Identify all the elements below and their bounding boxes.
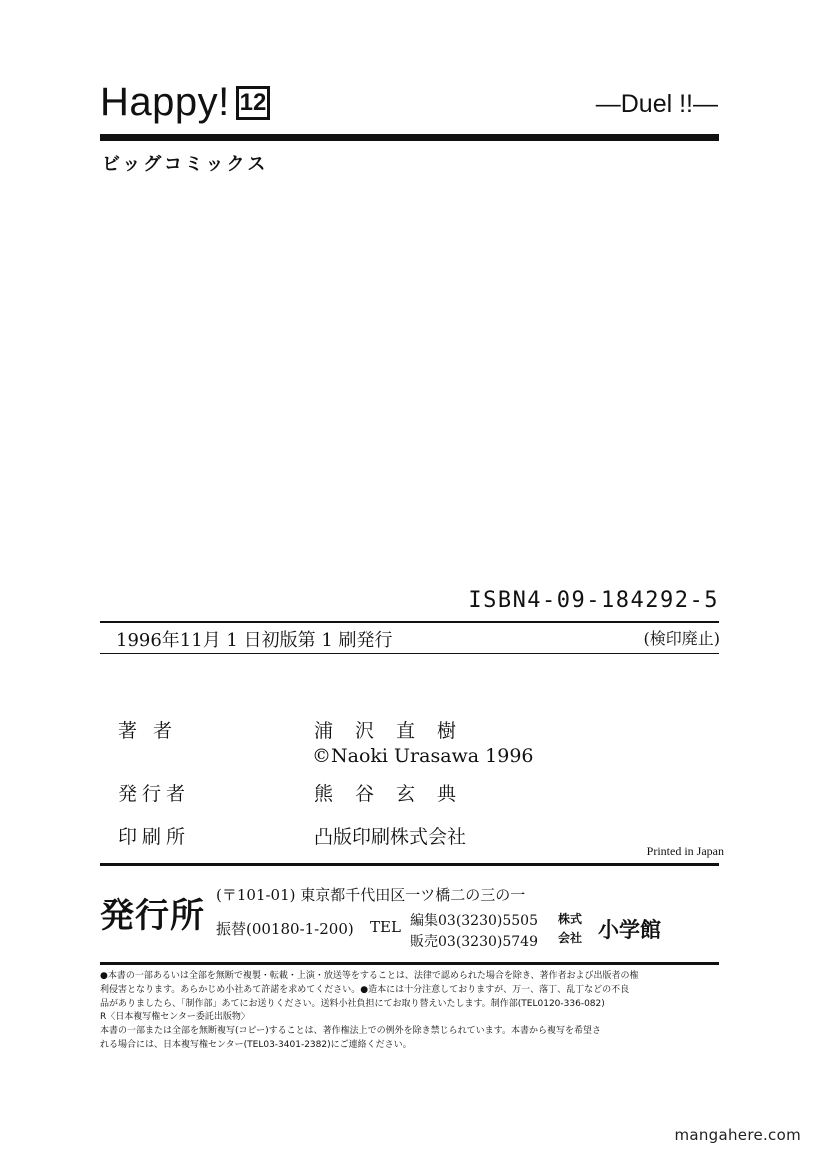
date-rule (100, 653, 719, 654)
stamp-note: (検印廃止) (643, 629, 720, 648)
publication-date: 1996年11月 1 日初版第 1 刷発行 (116, 630, 393, 651)
notice-rule (100, 962, 719, 965)
company-type-top: 株式 (558, 912, 583, 926)
series-name: ビッグコミックス (102, 154, 269, 175)
tel-label: TEL (370, 918, 401, 936)
imprint-top-rule (100, 863, 719, 866)
copyright-line: ©Naoki Urasawa 1996 (312, 745, 534, 767)
printer-label: 印刷所 (118, 826, 191, 848)
company-name: 小学館 (598, 918, 661, 942)
title-rule (100, 134, 719, 141)
company-type-bottom: 会社 (558, 931, 583, 945)
watermark: mangahere.com (674, 1126, 801, 1144)
transfer-account: 振替(00180-1-200) (216, 920, 354, 938)
notice-line: れる場合には、日本複写権センター(TEL03-3401-2382)にご連絡ください。 (100, 1039, 412, 1050)
sales-phone: 販売03(3230)5749 (410, 934, 538, 950)
printer-name: 凸版印刷株式会社 (314, 826, 467, 848)
isbn-rule (100, 621, 719, 623)
publisher-name: 熊谷玄典 (314, 783, 479, 805)
printed-in-note: Printed in Japan (646, 844, 724, 858)
author-label: 著者 (118, 720, 189, 742)
imprint-address: (〒101-01) 東京都千代田区一ツ橋二の三の一 (216, 886, 526, 904)
notice-line: R〈日本複写権センター委託出版物〉 (100, 1012, 250, 1023)
notice-line: 品がありましたら、「制作部」あてにお送りください。送料小社負担にてお取り替えいたします。制作部(TEL0120-336-082) (100, 998, 605, 1009)
editorial-phone: 編集03(3230)5505 (410, 913, 538, 929)
legal-notice (100, 970, 720, 1053)
notice-line: ●本書の一部あるいは全部を無断で複製・転載・上演・放送等をすることは、法律で認められた場合を除き、著作者および出版者の権 (100, 971, 639, 981)
publisher-label: 発行者 (118, 783, 191, 805)
notice-line: 利侵害となります。あらかじめ小社あて許諾を求めてください。●造本には十分注意しておりますが、万一、落丁、乱丁などの不良 (100, 984, 630, 995)
author-name: 浦沢直樹 (314, 720, 479, 742)
isbn: ISBN4-09-184292-5 (468, 588, 719, 613)
volume-number: 12 (236, 86, 270, 120)
imprint-label: 発行所 (100, 896, 205, 936)
book-subtitle: —Duel !!— (595, 90, 718, 118)
notice-line: 本書の一部または全部を無断複写(コピー)することは、著作権法上での例外を除き禁じられています。本書から複写を希望さ (100, 1026, 601, 1037)
book-title: Happy! (100, 80, 230, 124)
